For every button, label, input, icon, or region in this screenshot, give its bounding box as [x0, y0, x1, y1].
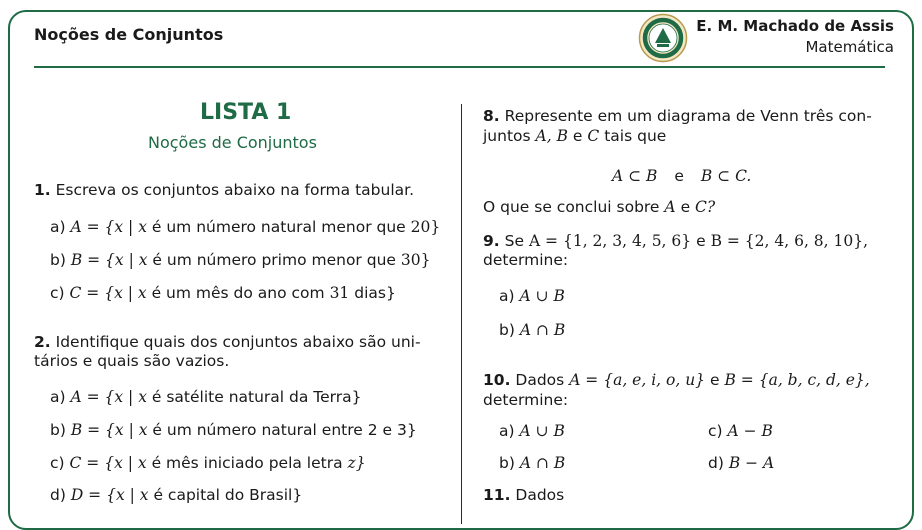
- question-8: [483, 107, 872, 125]
- question-2-line2: tários e quais são vazios.: [34, 352, 230, 370]
- question-8-line2: [483, 127, 666, 145]
- set-number: 31: [329, 284, 350, 302]
- text: juntos: [483, 127, 531, 145]
- text: Dados: [515, 371, 565, 389]
- q9-item-b: [499, 321, 565, 339]
- subject-name: Matemática: [805, 38, 894, 56]
- set-condition-end: dias}: [354, 284, 396, 302]
- column-divider: [461, 104, 462, 524]
- item-label: a): [499, 422, 515, 440]
- question-number: 10.: [483, 371, 511, 389]
- question-10-determine: determine:: [483, 391, 569, 409]
- set-expression: D = {x | x: [70, 486, 149, 504]
- set-expression: C = {x | x: [69, 454, 147, 472]
- set-number: 30}: [400, 251, 431, 269]
- question-number: 9.: [483, 232, 500, 250]
- set-expression: C = {x | x: [69, 284, 147, 302]
- text: e: [680, 198, 691, 216]
- q9-item-a: [499, 287, 565, 305]
- item-label: a): [50, 388, 66, 406]
- set-operation: A ∪ B: [519, 422, 565, 440]
- header-rule: [34, 66, 885, 68]
- question-9: [483, 232, 868, 250]
- question-9-determine: determine:: [483, 251, 569, 269]
- set-expression: A = {x | x: [70, 388, 147, 406]
- subset-relation: A ⊂ B: [612, 167, 658, 185]
- set-condition: é um número primo menor que: [152, 251, 396, 269]
- set-expression: B = {x | x: [70, 421, 148, 439]
- set-b: B = {2, 4, 6, 8, 10},: [710, 232, 869, 250]
- item-label: b): [499, 321, 515, 339]
- set-condition: é satélite natural da Terra}: [151, 388, 362, 406]
- question-text: Identifique quais dos conjuntos abaixo são uni-: [55, 333, 421, 351]
- set-a: A = {a, e, i, o, u}: [569, 371, 706, 389]
- q2-item-a: [50, 388, 362, 406]
- item-label: c): [50, 284, 65, 302]
- item-label: b): [499, 454, 515, 472]
- q2-item-c: [50, 454, 366, 472]
- question-number: 1.: [34, 181, 51, 199]
- school-name: E. M. Machado de Assis: [696, 17, 894, 35]
- text: tais que: [604, 127, 667, 145]
- school-seal-icon: [638, 13, 688, 63]
- q1-item-a: [50, 218, 440, 236]
- text: Se: [504, 232, 524, 250]
- header-title: Noções de Conjuntos: [34, 25, 224, 44]
- q2-item-b: [50, 421, 417, 439]
- q10-item-b: [499, 454, 565, 472]
- text: e: [710, 371, 720, 389]
- item-label: c): [50, 454, 65, 472]
- q10-item-d: [708, 454, 774, 472]
- question-text: Escreva os conjuntos abaixo na forma tabular.: [55, 181, 414, 199]
- question-number: 8.: [483, 107, 500, 125]
- variables: A, B: [535, 127, 568, 145]
- question-1: [34, 181, 414, 199]
- set-a: A = {1, 2, 3, 4, 5, 6}: [528, 232, 692, 250]
- item-label: d): [708, 454, 724, 472]
- question-2: [34, 333, 421, 351]
- venn-condition: [612, 167, 751, 185]
- q1-item-b: [50, 251, 430, 269]
- set-condition: é um número natural menor que: [151, 218, 406, 236]
- item-label: a): [50, 218, 66, 236]
- set-expression: A = {x | x: [70, 218, 147, 236]
- question-number: 2.: [34, 333, 51, 351]
- list-title: LISTA 1: [200, 100, 292, 125]
- q10-item-a: [499, 422, 565, 440]
- set-condition: é um número natural entre 2 e 3}: [152, 421, 417, 439]
- variable: A: [664, 198, 676, 216]
- item-label: a): [499, 287, 515, 305]
- set-operation: A − B: [727, 422, 773, 440]
- q2-item-d: [50, 486, 302, 504]
- variable: C?: [695, 198, 716, 216]
- item-label: d): [50, 486, 66, 504]
- text: O que se conclui sobre: [483, 198, 660, 216]
- item-label: b): [50, 251, 66, 269]
- set-operation: A ∪ B: [519, 287, 565, 305]
- list-subtitle: Noções de Conjuntos: [148, 133, 317, 152]
- text: e: [696, 232, 706, 250]
- set-condition: é mês iniciado pela letra: [151, 454, 343, 472]
- set-expression: B = {x | x: [70, 251, 148, 269]
- question-text: Represente em um diagrama de Venn três con-: [504, 107, 872, 125]
- question-10: [483, 371, 870, 389]
- item-label: c): [708, 422, 723, 440]
- question-number: 11.: [483, 486, 511, 504]
- text: e: [674, 167, 684, 185]
- set-operation: A ∩ B: [519, 454, 566, 472]
- question-11: [483, 486, 564, 504]
- set-letter: z}: [347, 454, 366, 472]
- item-label: b): [50, 421, 66, 439]
- question-text: Dados: [515, 486, 565, 504]
- text: e: [572, 127, 583, 145]
- set-number: 20}: [410, 218, 441, 236]
- set-condition: é um mês do ano com: [151, 284, 325, 302]
- subset-relation: B ⊂ C.: [700, 167, 752, 185]
- q1-item-c: [50, 284, 396, 302]
- set-operation: B − A: [728, 454, 775, 472]
- set-condition: é capital do Brasil}: [153, 486, 303, 504]
- question-8-conclusion: [483, 198, 715, 216]
- set-b: B = {a, b, c, d, e},: [724, 371, 870, 389]
- variable: C: [587, 127, 600, 145]
- q10-item-c: [708, 422, 773, 440]
- set-operation: A ∩ B: [519, 321, 566, 339]
